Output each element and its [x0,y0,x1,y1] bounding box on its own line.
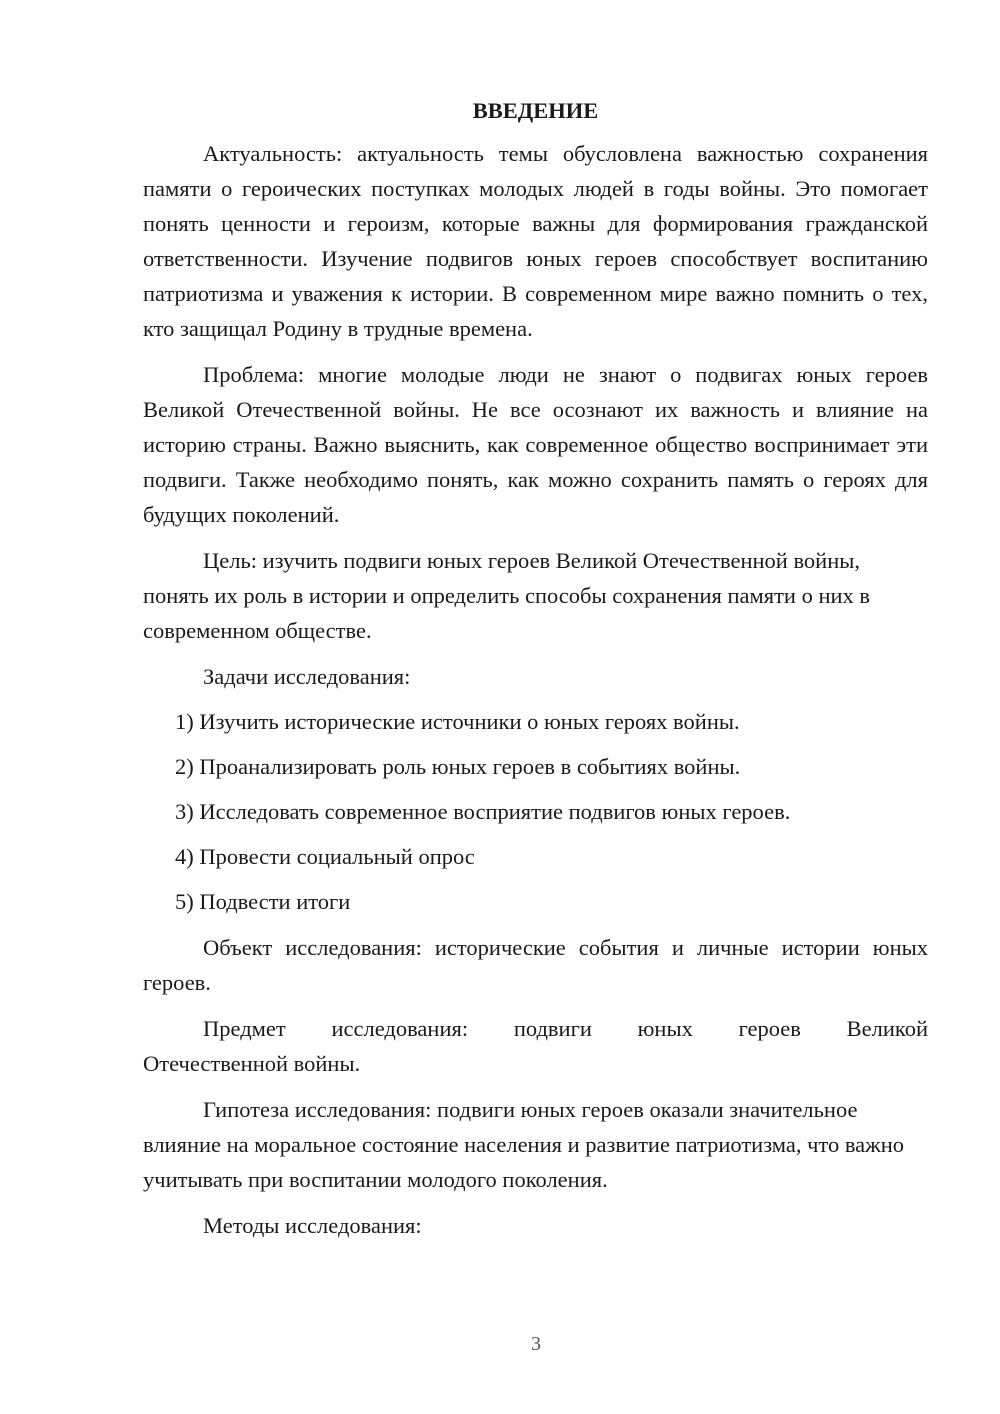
page-number: 3 [531,1333,541,1355]
task-item: 2) Проанализировать роль юных героев в событиях войны. [175,754,741,779]
subject-word: юных [637,1016,693,1041]
subject-word: подвиги [513,1016,592,1041]
subject-word: героев [738,1016,801,1041]
problem-paragraph: Проблема: многие молодые люди не знают о подвигах юных героев Великой Отечественной войны. Не все осознают их важность и влияние на историю страны. Важно выяснить, как современное общество воспринимает эти подвиги. Также необходимо понять, как можно сохранить память о героях для будущих поколений. [143,362,928,527]
hypothesis-paragraph: Гипотеза исследования: подвиги юных героев оказали значительное влияние на моральное состояние населения и развитие патриотизма, что важно учитывать при воспитании молодого поколения. [143,1097,904,1192]
task-item: 4) Провести социальный опрос [175,844,475,869]
object-paragraph: Объект исследования: исторические события и личные истории юных героев. [143,935,928,995]
subject-first-line [143,1011,928,1046]
page-content [143,94,928,1253]
subject-word: Великой [846,1016,928,1041]
subject-second-line: Отечественной войны. [143,1051,361,1076]
goal-paragraph: Цель: изучить подвиги юных героев Великой Отечественной войны, понять их роль в истории и определить способы сохранения памяти о них в современном обществе. [143,548,871,643]
task-item: 3) Исследовать современное восприятие подвигов юных героев. [175,799,791,824]
tasks-label: Задачи исследования: [203,664,411,689]
methods-label: Методы исследования: [203,1213,422,1238]
task-item: 1) Изучить исторические источники о юных героях войны. [175,709,740,734]
subject-paragraph [143,1011,928,1081]
relevance-paragraph: Актуальность: актуальность темы обусловлена важностью сохранения памяти о героических поступках молодых людей в годы войны. Это помогает понять ценности и героизм, которые важны для формирования гражданской ответственности. Изучение подвигов юных героев способствует воспитанию патриотизма и уважения к истории. В современном мире важно помнить о тех, кто защищал Родину в трудные времена. [143,141,928,341]
tasks-list [143,704,928,919]
task-item: 5) Подвести итоги [175,889,351,914]
subject-word: исследования: [331,1016,469,1041]
section-heading: ВВЕДЕНИЕ [472,98,599,123]
subject-word: Предмет [203,1016,286,1041]
